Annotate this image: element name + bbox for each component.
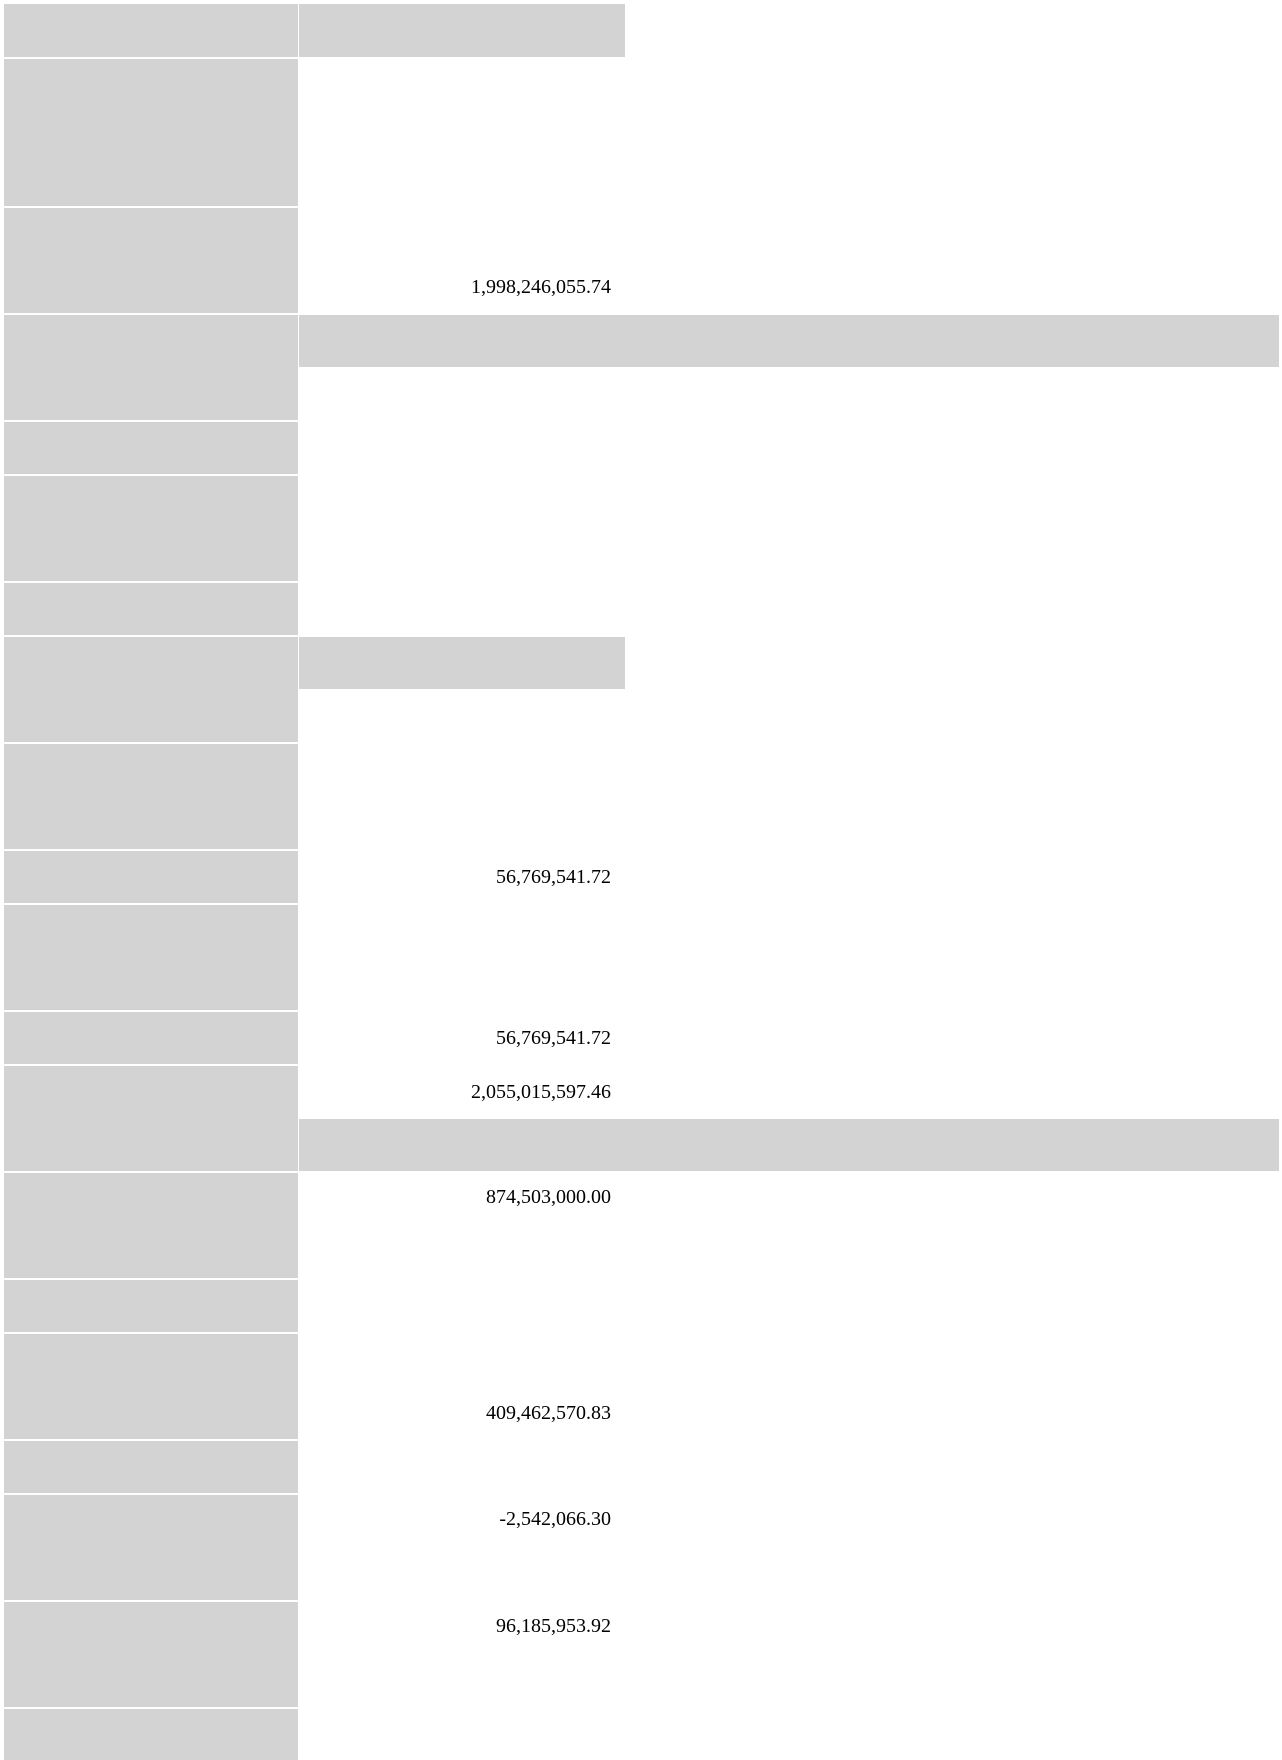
amount-value: 56,769,541.72 <box>496 866 611 888</box>
label-cell <box>4 905 298 1010</box>
value-cell <box>299 1334 625 1439</box>
label-cell <box>4 1280 298 1332</box>
value-cell <box>299 851 625 903</box>
label-cell <box>4 637 298 742</box>
label-cell <box>4 1066 298 1171</box>
value-cell <box>299 1066 625 1118</box>
amount-value: 1,998,246,055.74 <box>471 276 611 298</box>
amount-value: 96,185,953.92 <box>496 1615 611 1637</box>
value-cell <box>299 1173 625 1278</box>
label-cell <box>4 208 298 313</box>
label-cell <box>4 851 298 903</box>
label-cell <box>4 1012 298 1064</box>
amount-value: -2,542,066.30 <box>499 1508 611 1530</box>
label-cell <box>4 1495 298 1600</box>
section-header-bar <box>299 637 625 689</box>
label-cell <box>4 1602 298 1707</box>
label-cell <box>4 1709 298 1760</box>
amount-value: 874,503,000.00 <box>486 1186 611 1208</box>
label-cell <box>4 59 298 206</box>
label-cell <box>4 4 298 57</box>
amount-value: 56,769,541.72 <box>496 1027 611 1049</box>
label-cell <box>4 744 298 849</box>
section-header-bar <box>299 1119 1279 1171</box>
column-header-bar <box>299 4 625 57</box>
label-cell <box>4 476 298 581</box>
label-cell <box>4 422 298 474</box>
label-cell <box>4 583 298 635</box>
label-cell <box>4 1334 298 1439</box>
amount-value: 2,055,015,597.46 <box>471 1081 611 1103</box>
amount-value: 409,462,570.83 <box>486 1402 611 1424</box>
value-cell <box>299 1602 625 1707</box>
section-header-bar <box>299 315 1279 367</box>
label-cell <box>4 1173 298 1278</box>
value-cell <box>299 1495 625 1600</box>
label-cell <box>4 315 298 420</box>
value-cell <box>299 208 625 313</box>
label-cell <box>4 1441 298 1493</box>
value-cell <box>299 1012 625 1064</box>
